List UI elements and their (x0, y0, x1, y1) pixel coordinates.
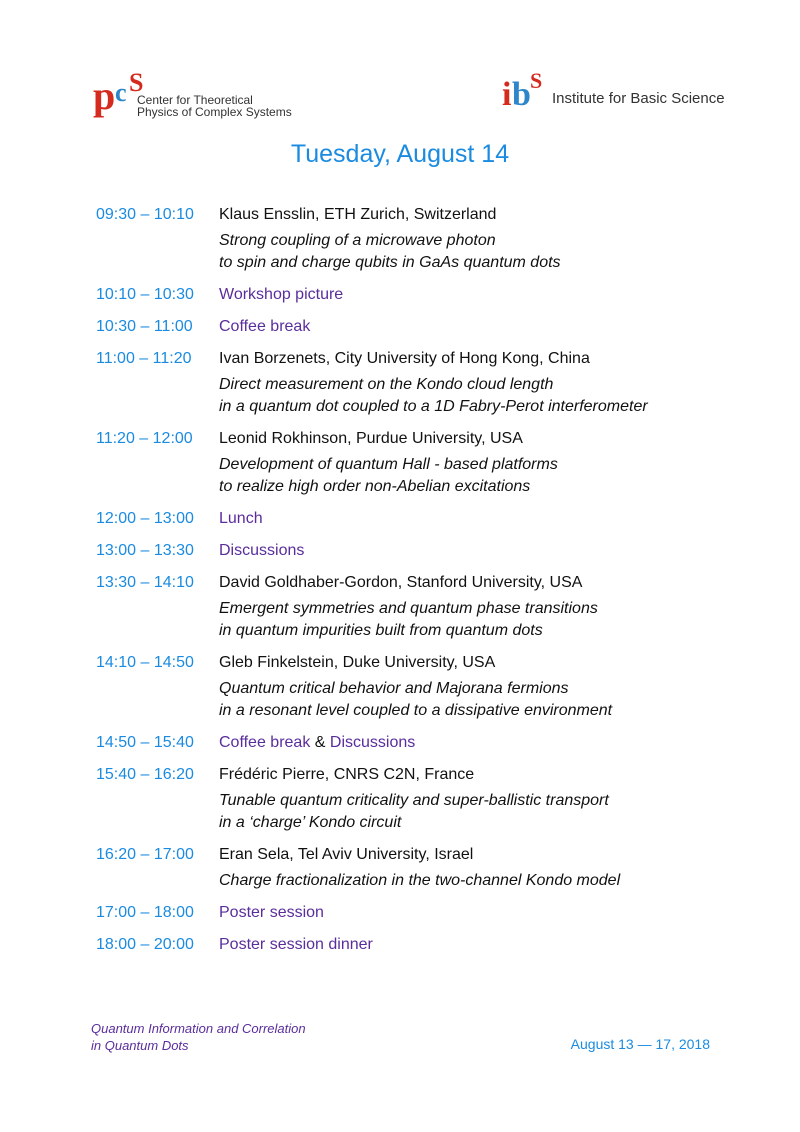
talk-title-line: in quantum impurities built from quantum dots (219, 622, 543, 639)
session-time: 13:30 – 14:10 (96, 574, 194, 591)
session-time: 10:30 – 11:00 (96, 318, 193, 335)
speaker-affiliation: Gleb Finkelstein, Duke University, USA (219, 654, 496, 671)
talk-title-line: in a resonant level coupled to a dissipative environment (219, 702, 613, 719)
schedule-row (96, 348, 736, 418)
talk-title-line: to spin and charge qubits in GaAs quantum dots (219, 254, 561, 271)
session-content (219, 508, 736, 530)
speaker-affiliation: Leonid Rokhinson, Purdue University, USA (219, 430, 523, 447)
talk-title-line: Strong coupling of a microwave photon (219, 232, 496, 249)
session-time: 12:00 – 13:00 (96, 510, 194, 527)
talk-title (219, 870, 736, 892)
session-content (219, 764, 736, 834)
session-content (219, 934, 736, 956)
pcs-logo (93, 70, 303, 120)
session-time: 13:00 – 13:30 (96, 542, 194, 559)
schedule-row (96, 764, 736, 834)
session-content (219, 844, 736, 892)
talk-title-line: in a quantum dot coupled to a 1D Fabry-Perot interferometer (219, 398, 648, 415)
page-title: Tuesday, August 14 (290, 140, 510, 168)
event-label: Discussions (219, 542, 305, 559)
event-label: Lunch (219, 510, 263, 527)
pcs-logo-letter-c: c (115, 78, 127, 107)
speaker-affiliation: Eran Sela, Tel Aviv University, Israel (219, 846, 474, 863)
event-label-line (219, 934, 736, 956)
pcs-logo-line1: Center for Theoretical (137, 93, 253, 107)
event-label-line (219, 902, 736, 924)
event-label: Coffee break (219, 318, 311, 335)
session-content (219, 204, 736, 274)
talk-title-line: to realize high order non-Abelian excitations (219, 478, 531, 495)
event-label: Workshop picture (219, 286, 344, 303)
pcs-logo-line2: Physics of Complex Systems (137, 105, 292, 119)
workshop-name-line2: in Quantum Dots (91, 1038, 189, 1053)
schedule-list (96, 204, 736, 966)
talk-title (219, 678, 736, 722)
event-label-line (219, 508, 736, 530)
event-label-line (219, 540, 736, 562)
talk-title (219, 454, 736, 498)
event-label: Poster session (219, 904, 324, 921)
talk-title-line: Direct measurement on the Kondo cloud length (219, 376, 554, 393)
schedule-row (96, 284, 736, 306)
workshop-name (91, 1020, 306, 1054)
session-time: 18:00 – 20:00 (96, 936, 194, 953)
talk-title-line: in a ‘charge’ Kondo circuit (219, 814, 402, 831)
talk-title (219, 374, 736, 418)
session-content (219, 316, 736, 338)
session-time: 14:10 – 14:50 (96, 654, 194, 671)
schedule-row (96, 934, 736, 956)
talk-title-line: Charge fractionalization in the two-channel Kondo model (219, 872, 621, 889)
event-label: Coffee break (219, 734, 311, 751)
schedule-row (96, 572, 736, 642)
session-content (219, 652, 736, 722)
session-time: 17:00 – 18:00 (96, 904, 194, 921)
speaker-affiliation: Klaus Ensslin, ETH Zurich, Switzerland (219, 206, 497, 223)
workshop-dates: August 13 — 17, 2018 (570, 1036, 710, 1052)
talk-title-line: Development of quantum Hall - based platforms (219, 456, 558, 473)
talk-title-line: Quantum critical behavior and Majorana fermions (219, 680, 569, 697)
talk-title-line: Emergent symmetries and quantum phase transitions (219, 600, 598, 617)
event-label-line (219, 732, 736, 754)
event-label-line (219, 284, 736, 306)
schedule-row (96, 732, 736, 754)
workshop-name-line1: Quantum Information and Correlation (91, 1021, 306, 1036)
session-time: 14:50 – 15:40 (96, 734, 194, 751)
session-time: 09:30 – 10:10 (96, 206, 194, 223)
ibs-logo-letter-s: S (530, 68, 543, 93)
event-label: Discussions (329, 734, 416, 751)
schedule-row (96, 652, 736, 722)
event-conjunction: & (314, 734, 326, 751)
schedule-row (96, 540, 736, 562)
pcs-logo-letter-s: S (129, 68, 144, 97)
talk-title (219, 598, 736, 642)
session-content (219, 348, 736, 418)
pcs-logo-letter-p: p (93, 73, 114, 118)
talk-title-line: Tunable quantum criticality and super-ballistic transport (219, 792, 609, 809)
session-content (219, 902, 736, 924)
session-time: 11:00 – 11:20 (96, 350, 192, 367)
speaker-affiliation: Frédéric Pierre, CNRS C2N, France (219, 766, 475, 783)
session-time: 10:10 – 10:30 (96, 286, 194, 303)
session-time: 15:40 – 16:20 (96, 766, 194, 783)
talk-title (219, 790, 736, 834)
session-content (219, 428, 736, 498)
ibs-logo-letter-i: i (502, 76, 512, 113)
schedule-row (96, 508, 736, 530)
schedule-row (96, 844, 736, 892)
schedule-row (96, 902, 736, 924)
event-label-line (219, 316, 736, 338)
session-content (219, 572, 736, 642)
speaker-affiliation: David Goldhaber-Gordon, Stanford University, USA (219, 574, 583, 591)
schedule-row (96, 204, 736, 274)
schedule-row (96, 428, 736, 498)
session-content (219, 284, 736, 306)
session-time: 16:20 – 17:00 (96, 846, 194, 863)
ibs-logo (502, 68, 725, 116)
session-content (219, 732, 736, 754)
talk-title (219, 230, 736, 274)
event-label: Poster session dinner (219, 936, 373, 953)
ibs-logo-letter-b: b (512, 76, 531, 113)
speaker-affiliation: Ivan Borzenets, City University of Hong Kong, China (219, 350, 590, 367)
session-content (219, 540, 736, 562)
session-time: 11:20 – 12:00 (96, 430, 193, 447)
ibs-logo-text: Institute for Basic Science (552, 90, 725, 107)
pcs-logo-text (137, 94, 292, 118)
schedule-row (96, 316, 736, 338)
